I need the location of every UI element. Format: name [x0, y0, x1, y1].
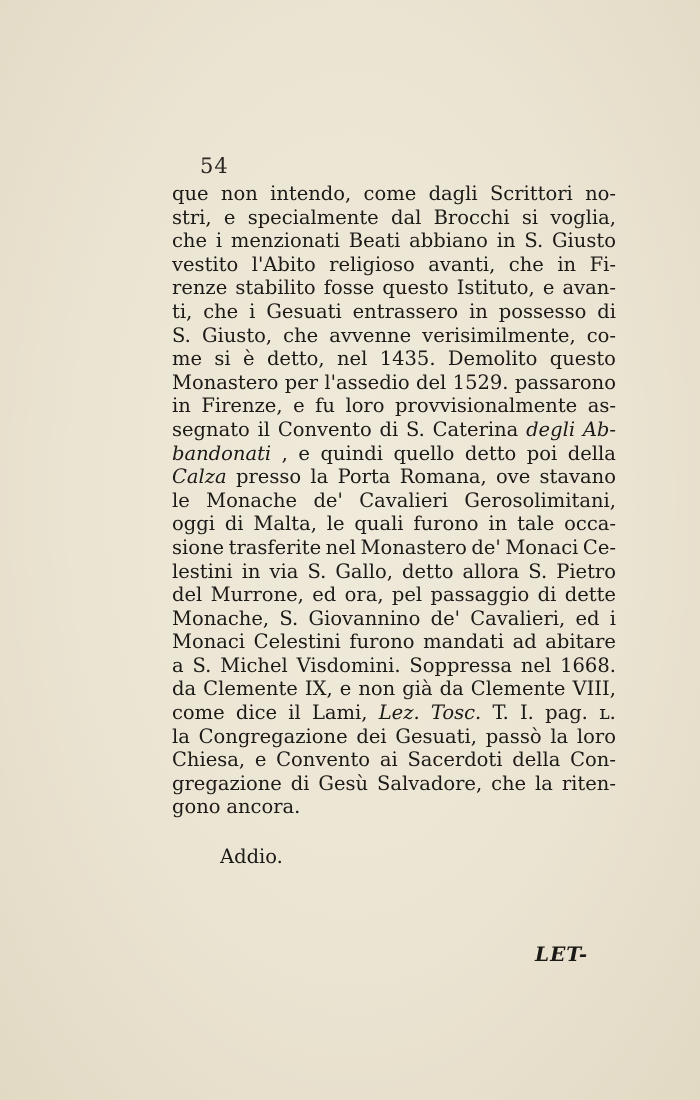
word: i: [215, 229, 223, 253]
word: Salvadore,: [377, 771, 483, 795]
word: provvisionalmente: [395, 394, 578, 418]
word: detto: [464, 441, 517, 465]
word: ancora.: [226, 795, 301, 819]
word: passaggio: [430, 583, 530, 607]
word: poi: [526, 441, 558, 465]
text-line: [172, 512, 616, 536]
word: quindi: [320, 441, 384, 465]
word: Gesuati,: [395, 724, 477, 748]
word: detto: [402, 559, 454, 583]
word: Gallo,: [335, 559, 393, 583]
word: renze: [172, 276, 228, 300]
word: passò: [485, 724, 542, 748]
text-line: [172, 772, 616, 796]
word: Monache,: [172, 606, 270, 630]
word: Giusto,: [201, 323, 273, 347]
text-line: [172, 371, 616, 395]
word: IX,: [304, 677, 333, 701]
word: è: [243, 347, 255, 371]
word: Demolito: [447, 347, 538, 371]
word: dette: [564, 583, 616, 607]
word: allora: [462, 559, 520, 583]
word: 1435.: [379, 347, 436, 371]
word: de': [430, 606, 460, 630]
word: pag.: [545, 701, 588, 725]
word: e: [293, 394, 305, 418]
word: la: [550, 724, 569, 748]
word: Ab-: [582, 417, 616, 441]
word: degli: [526, 417, 576, 441]
text-line: [172, 677, 616, 701]
word: abbiano: [409, 229, 488, 253]
word: stri,: [172, 205, 212, 229]
word: ora,: [344, 583, 384, 607]
text-line: [172, 347, 616, 371]
word: Lami,: [311, 701, 368, 725]
word: Lez.: [378, 701, 420, 725]
word: Con-: [570, 748, 616, 772]
text-line: [172, 725, 616, 749]
word: 1529.: [452, 370, 509, 394]
text-line: [172, 442, 616, 466]
text-line: [172, 583, 616, 607]
word: questo: [549, 347, 616, 371]
word: pel: [391, 583, 423, 607]
word: Clemente: [470, 677, 566, 701]
word: avvenne: [329, 323, 412, 347]
word: i: [609, 606, 616, 630]
word: oggi: [172, 512, 215, 536]
word: Gerosolimitani,: [464, 488, 616, 512]
word: Monache: [206, 488, 298, 512]
word: e: [298, 441, 310, 465]
word: Malta,: [253, 512, 317, 536]
word: Scrittori: [489, 182, 573, 205]
word: non: [358, 677, 396, 701]
word: as-: [587, 394, 616, 418]
word: loro: [345, 394, 385, 418]
word: Giusto: [551, 229, 616, 253]
word: l'assedio: [324, 370, 410, 394]
word: di: [597, 299, 616, 323]
word: in: [241, 559, 261, 583]
word: Monaci: [505, 535, 579, 559]
word: trasferite: [228, 535, 322, 559]
word: gregazione: [172, 771, 282, 795]
word: menzionati: [230, 229, 340, 253]
word: Monastero: [360, 535, 467, 559]
word: ove: [495, 465, 531, 489]
word: Cavalieri,: [470, 606, 566, 630]
word: e: [339, 677, 352, 701]
word: Beati: [348, 229, 401, 253]
word: S.: [192, 653, 212, 677]
word: non: [220, 182, 258, 205]
word: Firenze,: [201, 394, 283, 418]
word: Gesuati: [266, 299, 342, 323]
word: da: [172, 677, 197, 701]
body-text: [172, 182, 616, 819]
word: in: [488, 512, 508, 536]
word: possesso: [498, 299, 587, 323]
word: segnato: [172, 417, 250, 441]
text-line: [172, 206, 616, 230]
word: Celestini: [253, 630, 341, 654]
word: Ce-: [582, 535, 616, 559]
word: di: [537, 583, 557, 607]
text-line: [172, 253, 616, 277]
word: Convento: [276, 748, 371, 772]
text-line: [172, 489, 616, 513]
word: quali: [354, 512, 404, 536]
word: lestini: [172, 559, 233, 583]
word: co-: [586, 323, 616, 347]
word: della: [512, 748, 561, 772]
word: Giovannino: [308, 606, 421, 630]
word: Gesù: [318, 771, 369, 795]
word: S.: [524, 229, 544, 253]
word: I.: [519, 701, 534, 725]
word: dice: [235, 701, 278, 725]
word: avan-: [562, 276, 616, 300]
word: bandonati: [172, 441, 272, 465]
word: Istituto,: [456, 276, 535, 300]
word: si: [214, 347, 231, 371]
word: in: [469, 299, 488, 323]
closing-line: Addio.: [220, 845, 283, 868]
word: mandati: [423, 630, 504, 654]
word: ʟ.: [599, 701, 616, 725]
word: Soppressa: [409, 653, 512, 677]
word: S.: [279, 606, 299, 630]
word: Clemente: [203, 677, 298, 701]
word: ,: [281, 441, 288, 465]
word: dal: [390, 205, 422, 229]
word: via: [269, 559, 299, 583]
word: di: [290, 771, 310, 795]
word: Cavalieri: [359, 488, 448, 512]
word: specialmente: [247, 205, 379, 229]
word: detto,: [266, 347, 325, 371]
text-line: [172, 748, 616, 772]
word: furono: [349, 630, 415, 654]
word: che: [508, 252, 544, 276]
text-line: [172, 276, 616, 300]
word: occa-: [564, 512, 616, 536]
word: Calza: [172, 465, 227, 489]
word: Visdomini.: [296, 653, 401, 677]
word: Sacerdoti: [407, 748, 503, 772]
word: 1668.: [560, 653, 616, 677]
word: in: [557, 252, 577, 276]
word: in: [172, 394, 191, 418]
text-line: [172, 701, 616, 725]
word: Michel: [220, 653, 288, 677]
word: Romana,: [399, 465, 487, 489]
word: avanti,: [428, 252, 496, 276]
word: quello: [393, 441, 455, 465]
word: come: [172, 701, 225, 725]
word: il: [288, 701, 301, 725]
word: Brocchi: [433, 205, 510, 229]
word: voglia,: [550, 205, 616, 229]
word: per: [284, 370, 319, 394]
catchword: LET-: [535, 942, 589, 966]
word: entrassero: [352, 299, 459, 323]
word: la: [310, 465, 329, 489]
word: nel: [520, 653, 552, 677]
word: Fi-: [589, 252, 616, 276]
word: Monaci: [172, 630, 246, 654]
word: S.: [528, 559, 548, 583]
word: tale: [517, 512, 555, 536]
word: intendo,: [270, 182, 352, 205]
text-line: [172, 465, 616, 489]
word: di: [224, 512, 244, 536]
word: e: [542, 276, 555, 300]
word: e: [223, 205, 236, 229]
word: i: [249, 299, 256, 323]
word: vestito: [172, 252, 239, 276]
word: ed: [312, 583, 337, 607]
word: le: [326, 512, 345, 536]
word: no-: [585, 182, 616, 205]
word: T.: [492, 701, 509, 725]
word: in: [496, 229, 516, 253]
word: furono: [413, 512, 479, 536]
word: de': [471, 535, 501, 559]
word: già: [402, 677, 433, 701]
text-line: [172, 607, 616, 631]
word: Porta: [337, 465, 391, 489]
text-line: [172, 229, 616, 253]
word: della: [567, 441, 616, 465]
word: ed: [575, 606, 600, 630]
word: stavano: [539, 465, 616, 489]
word: fosse: [323, 276, 375, 300]
word: fu: [315, 394, 335, 418]
page-number: 54: [200, 154, 229, 178]
text-line: [172, 654, 616, 678]
text-line: [172, 560, 616, 584]
word: la: [172, 724, 190, 748]
word: ai: [379, 748, 398, 772]
word: loro: [576, 724, 616, 748]
word: l'Abito: [251, 252, 316, 276]
word: che: [172, 229, 208, 253]
word: que: [172, 182, 209, 205]
word: sione: [172, 535, 225, 559]
word: Caterina: [432, 417, 519, 441]
word: religioso: [329, 252, 415, 276]
word: dei: [356, 724, 387, 748]
word: ti,: [172, 299, 193, 323]
word: S.: [307, 559, 327, 583]
word: del: [416, 370, 447, 394]
word: le: [172, 488, 190, 512]
word: Chiesa,: [172, 748, 246, 772]
word: del: [172, 583, 203, 607]
word: che: [283, 323, 319, 347]
text-line: [172, 324, 616, 348]
word: il: [257, 417, 271, 441]
word: stabilito: [235, 276, 316, 300]
word: verisimilmente,: [422, 323, 576, 347]
text-line: [172, 394, 616, 418]
word: presso: [235, 465, 302, 489]
word: passarono: [514, 370, 616, 394]
word: ad: [512, 630, 537, 654]
text-line: [172, 795, 616, 819]
word: si: [521, 205, 539, 229]
word: riten-: [561, 771, 616, 795]
text-line: [172, 630, 616, 654]
word: VIII,: [572, 677, 616, 701]
word: Monastero: [172, 370, 279, 394]
word: S.: [172, 323, 191, 347]
text-line: [172, 418, 616, 442]
word: Tosc.: [430, 701, 482, 725]
word: dagli: [428, 182, 478, 205]
word: che: [491, 771, 527, 795]
text-line: [172, 182, 616, 206]
word: abitare: [545, 630, 616, 654]
word: Murrone,: [210, 583, 304, 607]
word: di: [379, 417, 399, 441]
word: de': [313, 488, 343, 512]
word: Congregazione: [198, 724, 348, 748]
text-line: [172, 300, 616, 324]
word: a: [172, 653, 184, 677]
word: la: [535, 771, 553, 795]
word: questo: [382, 276, 449, 300]
word: nel: [325, 535, 356, 559]
word: come: [363, 182, 417, 205]
word: e: [254, 748, 267, 772]
word: nel: [336, 347, 368, 371]
text-line: [172, 536, 616, 560]
word: da: [439, 677, 464, 701]
word: Convento: [277, 417, 372, 441]
word: S.: [406, 417, 425, 441]
word: gono: [172, 795, 221, 819]
word: me: [172, 347, 203, 371]
word: Pietro: [556, 559, 616, 583]
word: che: [203, 299, 239, 323]
